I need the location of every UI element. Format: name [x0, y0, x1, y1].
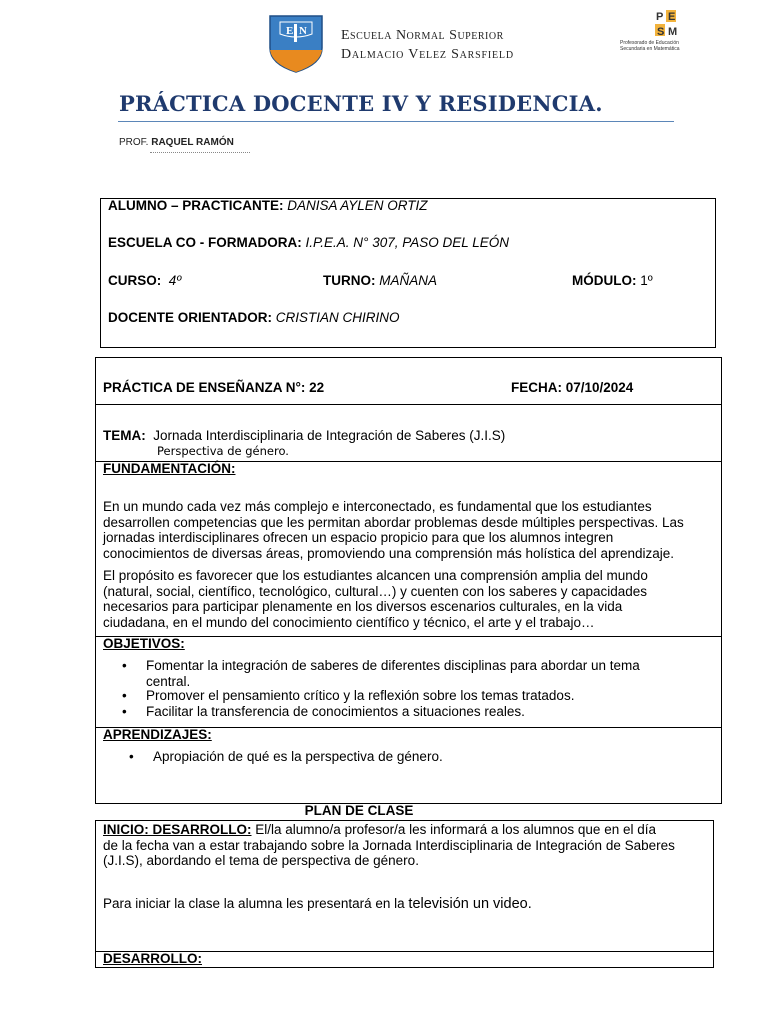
objetivos-heading: OBJETIVOS: — [103, 636, 185, 651]
school-name-line1: Escuela Normal Superior — [341, 28, 504, 43]
escuela-label: ESCUELA CO - FORMADORA: — [108, 235, 302, 250]
objetivo-item: Facilitar la transferencia de conocimientos a situaciones reales. — [146, 704, 525, 719]
docente-value: CRISTIAN CHIRINO — [275, 310, 400, 325]
practica-number: PRÁCTICA DE ENSEÑANZA N°: 22 — [103, 380, 325, 395]
objetivo-item: Fomentar la integración de saberes de diferentes disciplinas para abordar un tema central. — [146, 658, 640, 689]
bullet-icon: • — [122, 658, 127, 673]
fundamentacion-p1 — [103, 499, 684, 561]
inicio-line: El/la alumno/a profesor/a les informará a los alumnos que en el día — [255, 822, 656, 837]
pesm-letter-s: S — [657, 26, 665, 38]
alumno-label: ALUMNO – PRACTICANTE: — [108, 198, 284, 213]
fundamentacion-p2 — [103, 568, 648, 630]
tema-label: TEMA: — [103, 428, 146, 443]
title-divider — [118, 121, 674, 122]
docente-label: DOCENTE ORIENTADOR: — [108, 310, 272, 325]
fund-p2-line: (natural, social, científico, tecnológico, cultural…) y cuenten con los saberes y capacidades — [103, 583, 648, 599]
fundamentacion-heading: FUNDAMENTACIÓN: — [103, 461, 236, 476]
aprendizaje-item: Apropiación de qué es la perspectiva de género. — [153, 749, 443, 764]
fund-p1-line: En un mundo cada vez más complejo e interconectado, es fundamental que los estudiantes — [103, 499, 652, 514]
turno-field — [323, 273, 437, 288]
professor-name: RAQUEL RAMÓN — [151, 137, 234, 148]
curso-field — [108, 273, 181, 288]
inicio-line: (J.I.S), abordando el tema de perspectiva de género. — [103, 853, 419, 869]
alumno-row — [108, 198, 428, 213]
fund-p2-line: necesarios para participar plenamente en los diversos escenarios culturales, en la vida — [103, 599, 623, 615]
pesm-letter-p: P — [656, 11, 664, 23]
inicio-line: de la fecha van a estar trabajando sobre la Jornada Interdisciplinaria de Integración de Saberes — [103, 837, 675, 853]
fund-p1-line: jornadas interdisciplinares ofrecen un espacio propicio para que los alumnos integren — [103, 530, 614, 546]
practica-fecha: FECHA: 07/10/2024 — [511, 380, 634, 395]
alumno-value: DANISA AYLEN ORTIZ — [287, 198, 428, 213]
inicio-block — [103, 822, 713, 869]
plan-title: PLAN DE CLASE — [304, 803, 414, 818]
pesm-letter-e: E — [668, 11, 676, 23]
pesm-logo — [652, 8, 688, 40]
modulo-field — [572, 273, 653, 288]
tema-sub: Perspectiva de género. — [157, 444, 289, 458]
inicio-p2-a: Para iniciar la clase la alumna les presentará en la — [103, 896, 409, 911]
bullet-icon: • — [129, 749, 134, 764]
docente-row — [108, 310, 400, 325]
professor-underline — [150, 152, 250, 155]
inicio-p2 — [103, 896, 532, 912]
bullet-icon: • — [122, 704, 127, 719]
professor-prefix: PROF. — [119, 137, 149, 148]
fund-p2-line: ciudadana, en el mundo del conocimiento científico y técnico, el arte y el trabajo… — [103, 614, 595, 630]
fund-p1-line: conocimientos de diversas áreas, promoviendo una comprensión más holística del aprendizaje. — [103, 545, 675, 561]
objetivo-item: Promover el pensamiento crítico y la reflexión sobre los temas tratados. — [146, 688, 575, 703]
school-crest-logo — [266, 12, 326, 74]
crest-letter-n: N — [299, 25, 307, 37]
inicio-heading: INICIO: DESARROLLO: — [103, 822, 252, 837]
escuela-value: I.P.E.A. N° 307, PASO DEL LEÓN — [305, 235, 510, 250]
bullet-icon: • — [122, 688, 127, 703]
tema-line — [103, 428, 505, 443]
escuela-row — [108, 235, 509, 250]
tema-value: Jornada Interdisciplinaria de Integración de Saberes (J.I.S) — [153, 428, 506, 443]
fund-p2-line: El propósito es favorecer que los estudiantes alcancen una comprensión amplia del mundo — [103, 568, 648, 583]
modulo-label: MÓDULO: — [572, 273, 637, 288]
pesm-letter-m: M — [668, 26, 678, 38]
fund-p1-line: desarrollen competencias que les permitan abordar problemas desde múltiples perspectivas. Las — [103, 514, 684, 530]
inicio-p2-b: televisión un video. — [408, 896, 532, 912]
page-title: PRÁCTICA DOCENTE IV Y RESIDENCIA. — [119, 91, 603, 116]
school-name-line2: Dalmacio Velez Sarsfield — [341, 47, 514, 62]
curso-value: 4º — [168, 273, 182, 288]
curso-label: CURSO: — [108, 273, 162, 288]
desarrollo-heading: DESARROLLO: — [103, 951, 202, 966]
turno-label: TURNO: — [323, 273, 376, 288]
turno-value: MAÑANA — [379, 273, 438, 288]
pesm-caption: Profesorado de Educación Secundaria en Matemática — [620, 40, 680, 52]
aprendizajes-heading: APRENDIZAJES: — [103, 727, 212, 742]
professor-line — [119, 137, 234, 148]
crest-letter-e: E — [286, 25, 294, 37]
modulo-value: 1º — [640, 273, 653, 288]
